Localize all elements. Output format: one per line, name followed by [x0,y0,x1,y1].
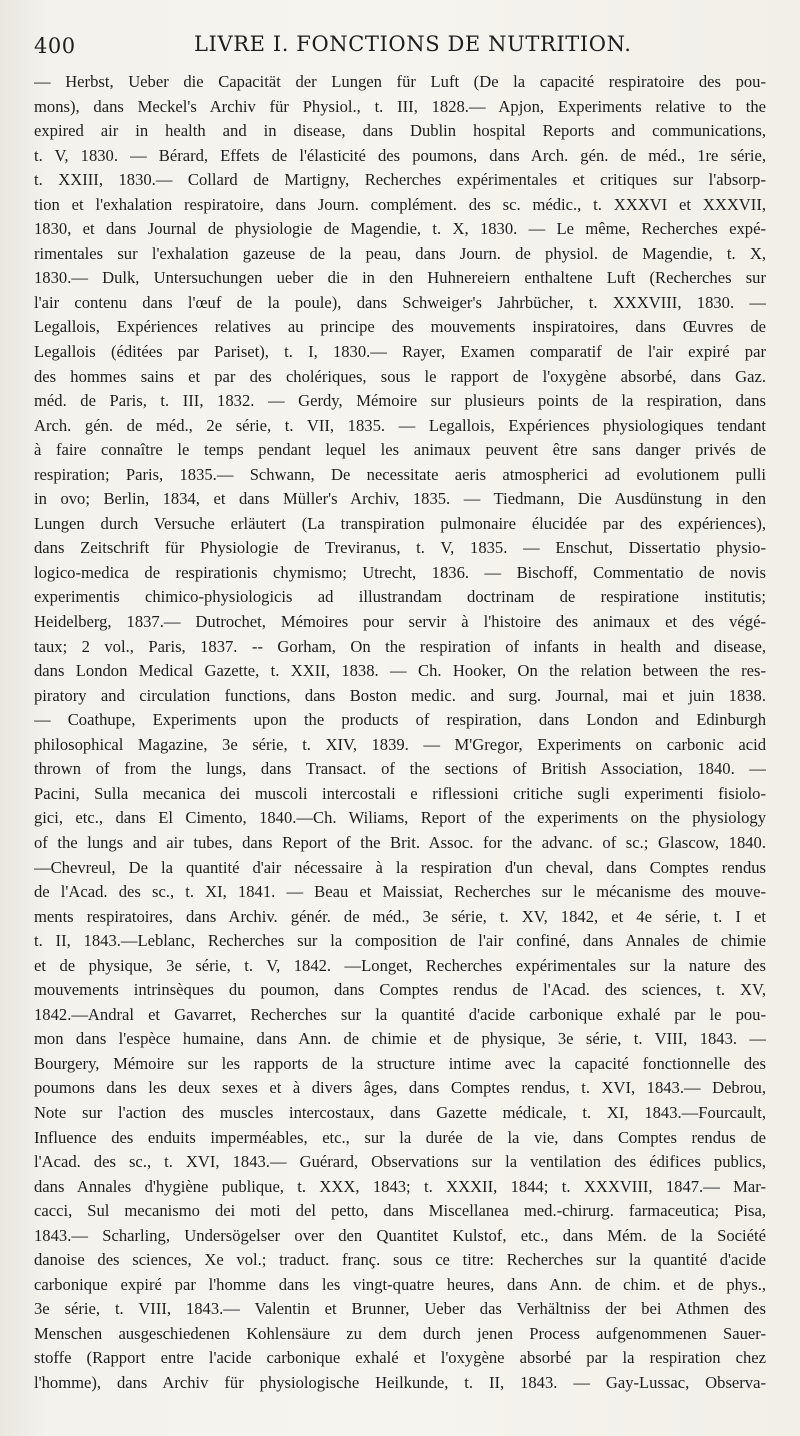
text-line: 1830, et dans Journal de physiologie de Magendie, t. X, 1830. — Le même, Recherches expé- [34,219,766,239]
text-line: piratory and circulation functions, dans Boston medic. and surg. Journal, mai et juin 1838. [34,685,766,705]
text-line: t. XXIII, 1830.— Collard de Martigny, Recherches expérimentales et critiques sur l'absorp- [34,170,766,190]
text-line: Heidelberg, 1837.— Dutrochet, Mémoires pour servir à l'histoire des animaux et des végé- [34,612,766,632]
text-line: poumons dans les deux sexes et à divers âges, dans Comptes rendus, t. XVI, 1843.— Debrou, [34,1078,766,1098]
text-line: dans Annales d'hygiène publique, t. XXX, 1843; t. XXXII, 1844; t. XXXVIII, 1847.— Mar- [34,1176,766,1196]
text-line: logico-medica de respirationis chymismo; Utrecht, 1836. — Bischoff, Commentatio de novis [34,562,766,582]
page-number: 400 [34,34,76,58]
text-line: Arch. gén. de méd., 2e série, t. VII, 1835. — Legallois, Expériences physiologiques tendant [34,415,766,435]
text-line: de l'Acad. des sc., t. XI, 1841. — Beau et Maissiat, Recherches sur le mécanisme des mouve- [34,882,766,902]
text-line: ments respiratoires, dans Archiv. génér. de méd., 3e série, t. XV, 1842, et 4e série, t. I et [34,906,766,926]
text-line: 1843.— Scharling, Undersögelser over den Quantitet Kulstof, etc., dans Mém. de la Société [34,1225,766,1245]
text-line: carbonique expiré par l'homme dans les vingt-quatre heures, dans Ann. de chim. et de phys., [34,1274,766,1294]
page-header [34,26,766,70]
text-line: dans Zeitschrift für Physiologie de Treviranus, t. V, 1835. — Enschut, Dissertatio physio- [34,538,766,558]
text-line: — Herbst, Ueber die Capacität der Lungen für Luft (De la capacité respiratoire des pou- [34,72,766,91]
text-line: taux; 2 vol., Paris, 1837. -- Gorham, On the respiration of infants in health and disease, [34,636,766,656]
text-line: et de physique, 3e série, t. V, 1842. —Longet, Recherches expérimentales sur la nature des [34,955,766,975]
text-line: stoffe (Rapport entre l'acide carbonique exhalé et l'oxygène absorbé par la respiration chez [34,1348,766,1368]
text-line: méd. de Paris, t. III, 1832. — Gerdy, Mémoire sur plusieurs points de la respiration, dans [34,391,766,411]
text-line: tion et l'exhalation respiratoire, dans Journ. complément. des sc. médic., t. XXXVI et XXXVII, [34,194,766,214]
text-line: 3e série, t. VIII, 1843.— Valentin et Brunner, Ueber das Verhältniss der bei Athmen des [34,1299,766,1319]
text-line: 1842.—Andral et Gavarret, Recherches sur la quantité d'acide carbonique exhalé par le pou- [34,1004,766,1024]
text-line: Menschen ausgeschiedenen Kohlensäure zu dem durch jenen Process aufgenommenen Sauer- [34,1323,766,1343]
text-line: thrown of from the lungs, dans Transact. of the sections of British Association, 1840. — [34,759,766,779]
text-line: mon dans l'espèce humaine, dans Ann. de chimie et de physique, 3e série, t. VIII, 1843. — [34,1029,766,1049]
text-line: in ovo; Berlin, 1834, et dans Müller's Archiv, 1835. — Tiedmann, Die Ausdünstung in den [34,489,766,509]
text-line: l'Acad. des sc., t. XVI, 1843.— Guérard, Observations sur la ventilation des édifices publics, [34,1152,766,1172]
text-line: cacci, Sul mecanismo dei moti del petto, dans Miscellanea med.-chirurg. farmaceutica; Pisa, [34,1201,766,1221]
text-line: philosophical Magazine, 3e série, t. XIV, 1839. — M'Gregor, Experiments on carbonic acid [34,734,766,754]
text-line: Lungen durch Versuche erläutert (La transpiration pulmonaire élucidée par des expériences), [34,513,766,533]
text-line: Legallois (éditées par Pariset), t. I, 1830.— Rayer, Examen comparatif de l'air expiré par [34,342,766,362]
text-line: Pacini, Sulla mecanica dei muscoli intercostali e riflessioni critiche sugli experimenti fisiolo- [34,783,766,803]
text-line: Legallois, Expériences relatives au principe des mouvements inspiratoires, dans Œuvres de [34,317,766,337]
text-line: dans London Medical Gazette, t. XXII, 1838. — Ch. Hooker, On the relation between the res- [34,661,766,681]
text-line: — Coathupe, Experiments upon the products of respiration, dans London and Edinburgh [34,710,766,730]
text-line: l'air contenu dans l'œuf de la poule), dans Schweiger's Jahrbücher, t. XXXVIII, 1830. — [34,292,766,312]
text-line: danoise des sciences, Xe vol.; traduct. franç. sous ce titre: Recherches sur la quantité d'acide [34,1250,766,1270]
bibliography-text [34,70,766,1396]
text-line: 1830.— Dulk, Untersuchungen ueber die in den Huhnereiern enthaltene Luft (Recherches sur [34,268,766,288]
text-line: of the lungs and air tubes, dans Report of the Brit. Assoc. for the advanc. of sc.; Glascow, 1840. [34,832,766,852]
text-line: à faire connaître le temps pendant lequel les animaux peuvent être sans danger privés de [34,440,766,460]
text-line: l'homme), dans Archiv für physiologische Heilkunde, t. II, 1843. — Gay-Lussac, Observa- [34,1372,766,1392]
text-line: expired air in health and in disease, dans Dublin hospital Reports and communications, [34,121,766,141]
text-line: t. II, 1843.—Leblanc, Recherches sur la composition de l'air confiné, dans Annales de chimie [34,931,766,951]
text-line: —Chevreul, De la quantité d'air nécessaire à la respiration d'un cheval, dans Comptes rendus [34,857,766,877]
text-line: rimentales sur l'exhalation gazeuse de la peau, dans Journ. de physiol. de Magendie, t. X, [34,243,766,263]
text-line: des hommes sains et par des cholériques, sous le rapport de l'oxygène absorbé, dans Gaz. [34,366,766,386]
text-line: gici, etc., dans El Cimento, 1840.—Ch. Wiliams, Report of the experiments on the physiology [34,808,766,828]
text-line: Bourgery, Mémoire sur les rapports de la structure intime avec la capacité fonctionnelle des [34,1053,766,1073]
text-line: mons), dans Meckel's Archiv für Physiol., t. III, 1828.— Apjon, Experiments relative to the [34,96,766,116]
text-line: experimentis chimico-physiologicis ad illustrandam doctrinam de respiratione institutis; [34,587,766,607]
text-line: Influence des enduits imperméables, etc., sur la durée de la vie, dans Comptes rendus de [34,1127,766,1147]
running-title: LIVRE I. FONCTIONS DE NUTRITION. [194,32,632,56]
text-line: t. V, 1830. — Bérard, Effets de l'élasticité des poumons, dans Arch. gén. de méd., 1re série, [34,145,766,165]
text-line: mouvements intrinsèques du poumon, dans Comptes rendus de l'Acad. des sciences, t. XV, [34,980,766,1000]
text-line: respiration; Paris, 1835.— Schwann, De necessitate aeris atmospherici ad evolutionem pulli [34,464,766,484]
text-line: Note sur l'action des muscles intercostaux, dans Gazette médicale, t. XI, 1843.—Fourcault, [34,1102,766,1122]
